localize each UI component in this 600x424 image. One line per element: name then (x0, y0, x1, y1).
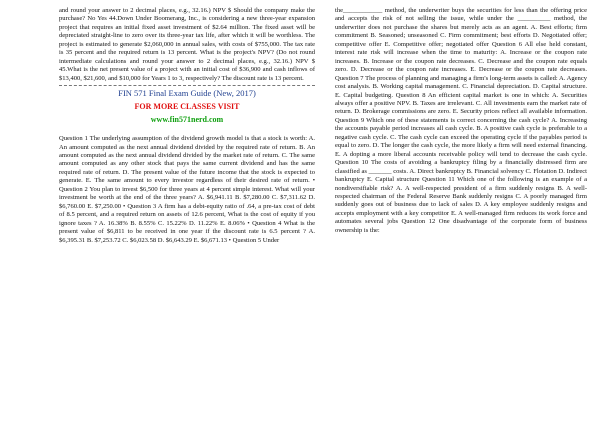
left-column (59, 7, 315, 245)
more-classes-banner: FOR MORE CLASSES VISIT (134, 102, 240, 112)
intro-paragraph: and round your answer to 2 decimal places, e.g., 32.16.) NPV $ Should the company make the purchase? No Yes 44.Down Under Boomerang, Inc., is considering a new three-year expansion project that requires an initial fixed asset investment of $2.64 million. The fixed asset will be depreciated straight-line to zero over its three-year tax life, after which it will be worthless. The project is estimated to generate $2,060,000 in annual sales, with costs of $755,000. The tax rate is 35 percent and the required return is 13 percent. What is the project's NPV? (Do not round intermediate calculations and round your answer to 2 decimal places, e.g., 32.16.) NPV $ 45.What is the net present value of a project with an initial cost of $36,900 and cash inflows of $13,400, $21,600, and $10,000 for Years 1 to 3, respectively? The discount rate is 13 percent. (59, 7, 315, 82)
spacer (59, 125, 315, 135)
exam-questions-left: Question 1 The underlying assumption of the dividend growth model is that a stock is worth: A. An amount computed as the next annual dividend divided by the required rate of return. B. An amount computed as the next annual dividend divided by the market rate of return. C. The same amount computed as any other stock that pays the same current dividend and has the same required rate of return. D. The present value of the future income that the stock is expected to generate. E. The same amount to every investor regardless of their desired rate of return. • Question 2 You plan to invest $6,500 for three years at 4 percent simple interest. What will your investment be worth at the end of the three years? A. $6,941.11 B. $7,280.00 C. $7,311.62 D. $6,760.00 E. $7,250.00 • Question 3 A firm has a debt-equity ratio of .64, a pre-tax cost of debt of 8.5 percent, and a required return on assets of 12.6 percent, What is the cost of equity if you ignore taxes ? A. 16.38% B. 8.55% C. 15.22% D. 11.22% E. 8.06% • Question 4 What is the present value of $6,811 to be received in one year if the discount rate is 6.5 percent ? A. $6,395.31 B. $7,253.72 C. $6,023.58 D. $6,643.29 E. $6,671.13 • Question 5 Under (59, 135, 315, 244)
website-link[interactable]: www.fin571nerd.com (150, 115, 224, 125)
guide-title: FIN 571 Final Exam Guide (New, 2017) (118, 88, 256, 99)
right-column (335, 7, 587, 235)
exam-questions-right: the____________ method, the underwriter buys the securities for less than the offering price and accepts the risk of not selling the issue, while under the __________ method, the underwriter does not purchase the shares but merely acts as an agent. A. Best efforts; firm commitment B. Seasoned; unseasoned C. Firm commitment; best efforts D. Negotiated offer; competitive offer E. Competitive offer; negotiated offer Question 6 All else held constant, interest rate risk will increase when the time to maturity: A. Increase or the coupon rate increases. B. Increase or the coupon rate decreases. C. Decrease and the coupon rate equals zero. D. Decrease or the coupon rate increases. E. Decrease or the coupon rate decreases. Question 7 The process of planning and managing a firm's long-term assets is called: A. Agency cost analysis. B. Working capital management. C. Financial depreciation. D. Capital structure. E. Capital budgeting. Question 8 An efficient capital market is one in which: A. Securities always offer a positive NPV. B. Taxes are irrelevant. C. All investments earn the market rate of return. D. Brokerage commissions are zero. E. Security prices reflect all available information. Question 9 Which one of these statements is correct concerning the cash cycle? A. Increasing the accounts payable period increases all cash cycle. B. A positive cash cycle is preferable to a negative cash cycle. C. The cash cycle can exceed the operating cycle if the payables period is equal to zero. D. The longer the cash cycle, the more likely a firm will need external financing. E. A dopting a more liberal accounts receivable policy will tend to decrease the cash cycle. Question 10 The costs of avoiding a bankruptcy filing by a financially distressed firm are classified as _______ costs. A. Direct bankruptcy B. Financial solvency C. Flotation D. Indirect bankruptcy E. Capital structure Question 11 Which one of the following is an example of a nondiversifiable risk? A. A well-respected president of a firm suddenly resigns B. A well-respected chairman of the Federal Reserve Bank suddenly resigns C. A poorly managed firm suddenly goes out of business due to lack of sales D. A key employee suddenly resigns and accepts employment with a key competitor E. A well-managed firm reduces its work force and automates several jobs Question 12 One disadvantage of the corporate form of business ownership is the: (335, 7, 587, 234)
dashed-separator (59, 85, 315, 86)
